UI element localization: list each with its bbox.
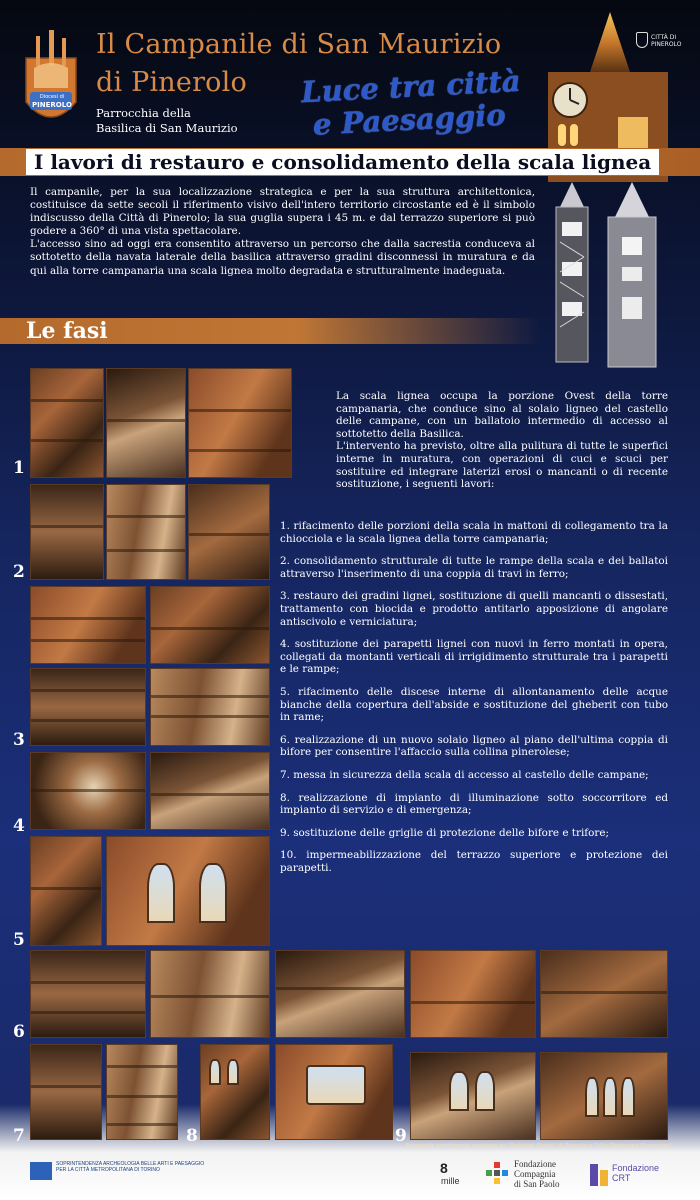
phase-3-photo-1: [30, 586, 146, 664]
phase-6-photo-2: [150, 950, 270, 1038]
parish-line-1: Parrocchia della: [96, 106, 191, 120]
photo-credit: Fotografie gentilmente concesse da "Fotoclub Pipino" di Pinerolo e "Vita Diocesana Pinerolese": [405, 1143, 672, 1149]
parish-subtitle: [96, 106, 316, 136]
phase-2-photo-2: [106, 484, 186, 580]
diocese-logo-bottom: PINEROLO: [32, 101, 72, 109]
intro-paragraph-2: L'accesso sino ad oggi era consentito attraverso un percorso che dalla sacrestia conduceva al sottotetto della navata laterale della basilica attraverso gradini disconnessi in muratura e da qui alla torre campanaria una scala lignea molto degradata e strutturalmente inadeguata.: [30, 238, 535, 277]
ottomille-logo-text: mille: [441, 1176, 460, 1186]
ottomille-logo-number: 8: [440, 1160, 448, 1176]
phase-3-photo-4: [150, 668, 270, 746]
phases-section-bar: [0, 318, 540, 344]
work-item: 4. sostituzione dei parapetti lignei con nuovi in ferro montati in opera, collegati da montanti verticali di irrigidimento strutturale tra i parapetti e le rampe;: [280, 638, 668, 676]
soprintendenza-logo-icon: [30, 1162, 52, 1180]
motto-line-1: Luce tra città: [300, 63, 522, 110]
city-logo-line-2: PINEROLO: [651, 41, 682, 48]
work-item: 9. sostituzione delle griglie di protezione delle bifore e trifore;: [280, 826, 609, 839]
phase-9-photo-2: [540, 1052, 668, 1140]
phase-1-photo-1: [30, 368, 104, 478]
phase-8-photo-1: [200, 1044, 270, 1140]
phase-6-photo-5: [540, 950, 668, 1038]
compagnia-line-1: Fondazione: [514, 1159, 556, 1169]
phases-section-title: Le fasi: [26, 318, 108, 344]
work-item: 10. impermeabilizzazione del terrazzo superiore e protezione dei parapetti.: [280, 849, 668, 874]
phase-number-7: 7: [13, 1126, 25, 1146]
phase-6-photo-3: [275, 950, 405, 1038]
phase-number-5: 5: [13, 930, 25, 950]
phase-4-photo-2: [150, 752, 270, 830]
work-item: 6. realizzazione di un nuovo solaio ligneo al piano dell'ultima coppia di bifore per consentire l'affaccio sulla collina pinerolese;: [280, 733, 668, 759]
fondazione-crt-logo-text: [612, 1163, 692, 1183]
description-text: [336, 390, 668, 491]
diocese-logo-top: Diocesi di: [39, 94, 65, 100]
intro-paragraph-1: Il campanile, per la sua localizzazione strategica e per la sua struttura architettonica, costituisce da sette secoli il riferimento visivo dell'intero territorio circostante ed è il simbolo indiscusso della Città di Pinerolo; la sua guglia supera i 45 m. e dal terrazzo superiore si può godere a 360° di una vista spettacolare.: [30, 186, 535, 238]
bell-tower-illustration: [530, 12, 700, 382]
motto-line-2: e Paesaggio: [312, 97, 507, 142]
title-line-2: di Pinerolo: [96, 67, 247, 98]
phase-number-4: 4: [13, 816, 25, 836]
phase-number-9: 9: [395, 1126, 407, 1146]
soprintendenza-logo-text: SOPRINTENDENZA ARCHEOLOGIA BELLE ARTI E PAESAGGIO PER LA CITTÀ METROPOLITANA DI TORINO: [56, 1161, 205, 1173]
phase-number-8: 8: [186, 1126, 198, 1146]
fondazione-crt-logo-icon: [590, 1164, 608, 1186]
crt-line-2: CRT: [612, 1173, 631, 1183]
phase-1-photo-2: [106, 368, 186, 478]
work-item: 2. consolidamento strutturale di tutte le rampe della scala e dei ballatoi attraverso l'inserimento di una coppia di travi in ferro;: [280, 555, 668, 580]
work-item: 8. realizzazione di impianto di illuminazione sotto soccorritore ed impianto di servizio e di emergenza;: [280, 791, 668, 817]
phase-5-photo-1: [30, 836, 102, 946]
work-item: 5. rifacimento delle discese interne di allontanamento delle acque bianche della copertura dell'abside e sostituzione del gheberit con tubo in rame;: [280, 685, 668, 724]
compagnia-line-2: Compagnia: [514, 1169, 556, 1179]
restoration-section-title: I lavori di restauro e consolidamento della scala lignea: [26, 149, 659, 175]
phase-3-photo-3: [30, 668, 146, 746]
compagnia-line-3: di San Paolo: [514, 1179, 560, 1189]
phase-3-photo-2: [150, 586, 270, 664]
diocese-logo: [22, 28, 80, 132]
phase-6-photo-1: [30, 950, 146, 1038]
intro-text: [30, 186, 535, 278]
description-paragraph-1: La scala lignea occupa la porzione Ovest della torre campanaria, che conduce sino al solaio ligneo del castello delle campane, con un ballatoio intermedio di accesso al sottotetto della Basilica.: [336, 390, 668, 440]
phase-2-photo-3: [188, 484, 270, 580]
parish-line-2: Basilica di San Maurizio: [96, 121, 238, 135]
crt-line-1: Fondazione: [612, 1163, 660, 1173]
restoration-section-bar: [0, 148, 700, 176]
motto: [300, 64, 543, 142]
phase-5-photo-2: [106, 836, 270, 946]
work-item: 1. rifacimento delle porzioni della scala in mattoni di collegamento tra la chiocciola e la scala lignea della torre campanaria;: [280, 520, 668, 545]
description-paragraph-2: L'intervento ha previsto, oltre alla pulitura di tutte le superfici interne in muratura, con operazioni di cuci e scuci per sostituire ed integrare laterizi erosi o mancanti o di recente sostituzione, i seguenti lavori:: [336, 440, 668, 491]
compagnia-san-paolo-logo-icon: [486, 1162, 508, 1184]
phase-9-photo-1: [410, 1052, 536, 1140]
title-line-1: Il Campanile di San Maurizio: [96, 29, 502, 60]
phase-7-photo-2: [106, 1044, 178, 1140]
phase-1-photo-3: [188, 368, 292, 478]
phase-4-photo-1: [30, 752, 146, 830]
phase-2-photo-1: [30, 484, 104, 580]
phase-number-6: 6: [13, 1022, 25, 1042]
phase-number-1: 1: [13, 458, 25, 478]
work-item: 7. messa in sicurezza della scala di accesso al castello delle campane;: [280, 768, 649, 781]
phase-number-3: 3: [13, 730, 25, 750]
phase-7-photo-1: [30, 1044, 102, 1140]
work-item: 3. restauro dei gradini lignei, sostituzione di quelli mancanti o dissestati, trattamento con biocida e prodotto antitarlo apposizione di angolare antiscivolo e verniciatura;: [280, 590, 668, 628]
city-logo-line-1: CITTÀ DI: [651, 34, 677, 41]
phase-8-photo-2: [275, 1044, 393, 1140]
phase-number-2: 2: [13, 562, 25, 582]
phase-6-photo-4: [410, 950, 536, 1038]
works-list: [280, 520, 668, 884]
